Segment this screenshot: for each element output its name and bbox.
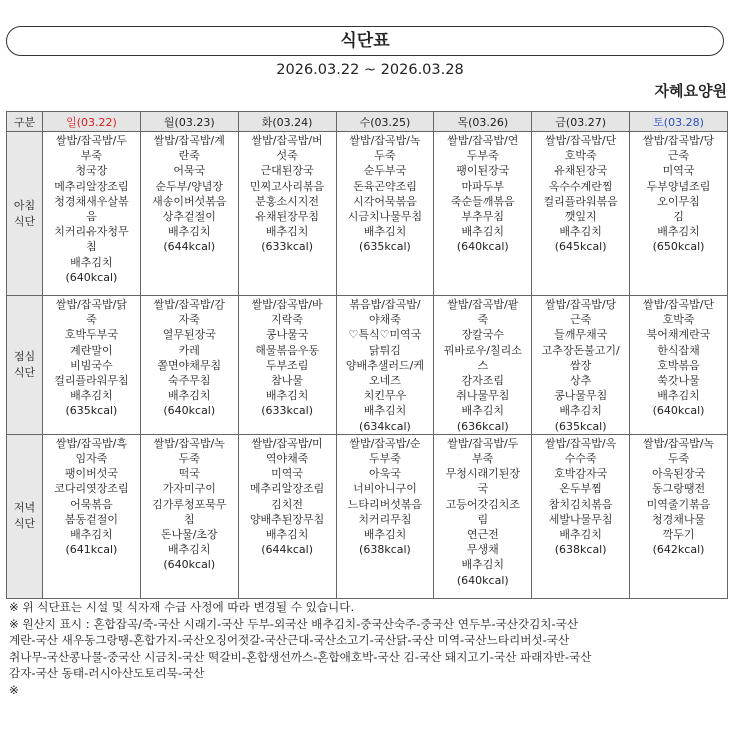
menu-item-text: (638kcal) (359, 543, 411, 557)
menu-item-text: 근죽 (667, 149, 690, 163)
menu-item-text: 근죽 (570, 313, 592, 327)
note-line: ※ (9, 682, 19, 697)
menu-item-text: 카레 (178, 343, 200, 357)
menu-item-text: 쌀밥/잡곡밥/단 (642, 298, 715, 311)
meal-label (7, 296, 43, 435)
menu-cell (434, 296, 532, 435)
note-line: 취나무-국산콩나물-중국산 시금치-국산 떡갈비-혼합생선까스-혼합애호박-국산 김-국산 돼지고기-국산 파래자반-국산 (9, 649, 592, 664)
menu-item-text: (640kcal) (456, 573, 509, 587)
menu-item-text: 쌀밥/잡곡밥/옥 (545, 436, 617, 450)
menu-item-text: 유채된장국 (554, 164, 608, 178)
note-line: ※ 위 식단표는 시설 및 식자재 수급 사정에 따라 변경될 수 있습니다. (9, 600, 355, 614)
menu-item-text: 봄동겉절이 (64, 512, 118, 526)
menu-item-text: 자죽 (178, 313, 200, 327)
menu-item-text: 미역국 (662, 164, 695, 178)
menu-item-text: 동그랑땡전 (651, 482, 706, 496)
menu-cell (630, 296, 728, 435)
menu-item-text: 림 (477, 512, 489, 526)
menu-item-text: 돈육곤약조림 (353, 179, 417, 193)
menu-item-text: 수수죽 (564, 452, 597, 466)
header-day-sat: 토(03.28) (630, 112, 728, 132)
menu-item-text: 김 (673, 210, 684, 224)
menu-item-text: 팽이버섯국 (64, 467, 118, 481)
menu-item-text: 배추김치 (559, 528, 602, 542)
menu-item-text: 배추김치 (461, 558, 505, 572)
notes-section (9, 599, 735, 699)
menu-item-text: 연근전 (466, 528, 499, 542)
menu-item-text: 취나물무침 (456, 389, 510, 403)
menu-cell (630, 132, 728, 296)
menu-item-text: (634kcal) (359, 419, 411, 433)
menu-item-text: 치커리무침 (358, 512, 412, 526)
menu-item-text: (633kcal) (261, 240, 313, 254)
menu-item-text: 배추김치 (363, 404, 407, 418)
menu-title: 식단표 (6, 26, 724, 56)
menu-item-text: 가자미구이 (162, 482, 216, 496)
menu-cell (532, 132, 630, 296)
menu-item-text: (642kcal) (652, 543, 705, 557)
menu-item-text: (641kcal) (65, 543, 118, 557)
menu-item-text: 미역국 (271, 467, 304, 481)
menu-item-text: ♡특식♡미역국 (348, 328, 422, 342)
menu-item-text: 장칼국수 (461, 328, 505, 342)
menu-item-text: 쌀밥/잡곡밥/버 (251, 134, 323, 147)
menu-item-text: 순두부국 (363, 164, 407, 178)
menu-item-text: 꿔바로우/칠리소 (443, 343, 522, 357)
menu-cell (43, 296, 141, 435)
menu-item-text: 치킨무우 (363, 389, 407, 403)
menu-item-text: 상추겉절이 (162, 210, 216, 224)
menu-item-text: 쌀밥/잡곡밥/당 (545, 298, 617, 311)
meal-row-lunch (7, 296, 728, 435)
menu-item-text: 돈나물/초장 (160, 528, 218, 542)
menu-item-text: 쌀밥/잡곡밥/미 (251, 436, 323, 450)
menu-item-text: 배추김치 (461, 225, 505, 239)
menu-item-text: (636kcal) (456, 419, 509, 433)
menu-item-text: (650kcal) (652, 240, 705, 254)
menu-item-text: 쑥갓나물 (657, 374, 700, 388)
menu-cell (434, 132, 532, 296)
menu-item-text: 닭튀김 (369, 343, 401, 357)
menu-item-text: 배추김치 (168, 543, 211, 557)
menu-item-text: 너비아니구이 (353, 482, 417, 496)
menu-cell (336, 132, 434, 296)
menu-item-text: 분홍소시지전 (255, 194, 319, 208)
menu-item-text: 무청시래기된장 (445, 467, 520, 481)
note-line: 감자-국산 동태-러시아산도토리묵-국산 (9, 666, 205, 681)
menu-item-text: 해물볶음우동 (255, 343, 319, 357)
menu-item-text: 쌀밥/잡곡밥/연 (447, 134, 519, 147)
menu-item-text: 두부죽 (466, 149, 499, 163)
menu-item-text: 배추김치 (265, 528, 309, 542)
menu-cell (238, 296, 336, 435)
menu-item-text: 콩나물무침 (554, 389, 608, 403)
table-header-row (7, 112, 728, 132)
menu-item-text: 쌀밥/잡곡밥/팥 (447, 298, 519, 311)
menu-item-text: 메추리알장조림 (54, 179, 129, 193)
menu-cell (336, 434, 434, 598)
menu-item-text: 메추리알장조림 (249, 482, 325, 496)
menu-item-text: (640kcal) (456, 240, 509, 254)
menu-item-text: 콩나물국 (265, 328, 309, 342)
note-line: 계란-국산 새우동그랑땡-혼합가지-국산오징어젓갈-국산근대-국산소고기-국산닭-국산 미역-국산느타리버섯-국산 (9, 633, 570, 648)
menu-item-text: 죽 (477, 313, 489, 327)
menu-item-text: 배추김치 (70, 255, 113, 269)
menu-cell (238, 132, 336, 296)
menu-item-text: 열무된장국 (162, 328, 216, 342)
menu-item-text: 란죽 (178, 149, 200, 163)
header-day-wed: 수(03.25) (336, 112, 434, 132)
menu-item-text: 쌀밥/잡곡밥/당 (642, 134, 715, 147)
menu-item-text: 쌀밥/잡곡밥/감 (153, 298, 225, 311)
menu-item-text: 아욱국 (369, 467, 401, 481)
menu-item-text: (644kcal) (261, 543, 313, 557)
menu-item-text: 오이무침 (657, 194, 700, 208)
menu-item-text: 비빔국수 (70, 358, 113, 372)
menu-item-text: 지락죽 (271, 313, 304, 327)
menu-item-text: 민찌고사리볶음 (249, 179, 325, 193)
menu-item-text: 북어채계란국 (646, 328, 711, 342)
menu-item-text: 쌀밥/잡곡밥/바 (251, 298, 323, 311)
menu-item-text: 한식잡채 (657, 343, 700, 357)
menu-cell (238, 434, 336, 598)
meal-label (7, 434, 43, 598)
menu-item-text: 호박볶음 (657, 358, 700, 372)
menu-item-text: 쫄면야채무침 (157, 358, 222, 372)
menu-item-text: 청경채새우살볶 (54, 194, 129, 208)
menu-item-text: (635kcal) (554, 419, 607, 433)
meal-label-text: 저녁 (13, 501, 36, 515)
header-day-fri: 금(03.27) (532, 112, 630, 132)
menu-item-text: 배추김치 (657, 389, 700, 403)
menu-item-text: 김가루청포묵무 (152, 497, 227, 511)
menu-item-text: 근대된장국 (260, 164, 314, 178)
meal-label (7, 132, 43, 296)
menu-cell (532, 434, 630, 598)
menu-item-text: 깍두기 (662, 528, 695, 542)
meal-table (6, 111, 728, 599)
meal-label-text: 아침 (13, 198, 36, 212)
menu-item-text: 청경채나물 (651, 512, 706, 526)
header-day-sun: 일(03.22) (43, 112, 141, 132)
menu-item-text: (635kcal) (65, 404, 118, 418)
menu-item-text: 침 (183, 512, 195, 526)
menu-item-text: 계란말이 (70, 343, 113, 357)
menu-item-text: 배추김치 (168, 389, 211, 403)
meal-label-text: 식단 (13, 365, 36, 379)
menu-item-text: 죽 (86, 313, 97, 327)
menu-item-text: 어묵볶음 (70, 497, 113, 511)
menu-item-text: 컬리플라워볶음 (543, 194, 618, 208)
menu-item-text: 스 (477, 358, 489, 372)
header-category: 구분 (7, 112, 43, 132)
meal-row-breakfast (7, 132, 728, 296)
menu-item-text: 야채죽 (369, 313, 401, 327)
menu-item-text: 부죽 (80, 149, 103, 163)
menu-item-text: 쌀밥/잡곡밥/흑 (55, 436, 127, 450)
menu-item-text: 국 (477, 482, 489, 496)
menu-item-text: 무생채 (466, 543, 499, 557)
menu-item-text: 온두부찜 (559, 482, 602, 496)
menu-item-text: (640kcal) (163, 404, 216, 418)
menu-item-text: 고등어갓김치조 (445, 497, 520, 511)
menu-item-text: 섯죽 (276, 149, 298, 163)
menu-item-text: 호박두부국 (64, 328, 118, 342)
menu-item-text: 배추김치 (363, 528, 407, 542)
menu-item-text: 쌀밥/잡곡밥/녹 (349, 134, 421, 147)
menu-item-text: 배추김치 (70, 389, 113, 403)
menu-item-text: 쌈장 (570, 358, 592, 372)
menu-item-text: 배추김치 (559, 225, 602, 239)
menu-item-text: 쌀밥/잡곡밥/녹 (642, 436, 715, 450)
menu-item-text: 두부조림 (265, 358, 309, 372)
meal-label-text: 점심 (13, 349, 36, 363)
menu-item-text: (638kcal) (554, 543, 607, 557)
menu-item-text: 부추무침 (461, 210, 505, 224)
header-day-tue: 화(03.24) (238, 112, 336, 132)
menu-item-text: 아욱된장국 (651, 467, 706, 481)
menu-cell (630, 434, 728, 598)
menu-item-text: 시각어묵볶음 (353, 194, 417, 208)
menu-item-text: 두부양념조림 (646, 179, 711, 193)
menu-item-text: 쌀밥/잡곡밥/계 (153, 134, 225, 147)
header-day-mon: 월(03.23) (140, 112, 238, 132)
menu-cell (532, 296, 630, 435)
menu-item-text: 세발나물무침 (548, 512, 613, 526)
menu-item-text: 역야채죽 (265, 452, 309, 466)
menu-item-text: 어묵국 (173, 164, 206, 178)
menu-item-text: 볶음밥/잡곡밥/ (349, 298, 421, 311)
menu-item-text: 호박죽 (662, 313, 695, 327)
meal-row-dinner (7, 434, 728, 598)
menu-cell (43, 434, 141, 598)
menu-item-text: 배추김치 (559, 404, 602, 418)
menu-item-text: 쌀밥/잡곡밥/두 (447, 436, 519, 450)
menu-item-text: 두부죽 (369, 452, 401, 466)
menu-item-text: 느타리버섯볶음 (347, 497, 423, 511)
menu-item-text: 들깨무채국 (554, 328, 608, 342)
menu-item-text: 떡국 (178, 467, 200, 481)
facility-name: 자혜요양원 (654, 82, 727, 100)
menu-item-text: 배추김치 (265, 389, 309, 403)
menu-item-text: 쌀밥/잡곡밥/두 (55, 134, 127, 147)
menu-item-text: 두죽 (374, 149, 396, 163)
menu-item-text: 양배추샐러드/케 (345, 358, 424, 372)
menu-cell (434, 434, 532, 598)
menu-item-text: 깻잎지 (564, 210, 597, 224)
menu-item-text: (644kcal) (163, 240, 216, 254)
header-day-thu: 목(03.26) (434, 112, 532, 132)
menu-item-text: 쌀밥/잡곡밥/순 (349, 436, 421, 450)
menu-item-text: 배추김치 (363, 225, 407, 239)
menu-item-text: 미역줄기볶음 (646, 497, 711, 511)
note-line: ※ 원산지 표시 : 혼합잡곡/죽-국산 시래기-국산 두부-외국산 배추김치-중국산숙주-중국산 연두부-국산갓김치-국산 (9, 616, 579, 631)
menu-item-text: 임자죽 (75, 452, 108, 466)
menu-item-text: (633kcal) (261, 404, 313, 418)
meal-label-text: 식단 (13, 214, 36, 228)
menu-item-text: 쌀밥/잡곡밥/단 (545, 134, 617, 147)
menu-item-text: 시금치나물무침 (347, 210, 423, 224)
menu-item-text: 배추김치 (657, 225, 700, 239)
menu-item-text: 배추김치 (168, 225, 211, 239)
menu-cell (336, 296, 434, 435)
menu-item-text: 부죽 (472, 452, 494, 466)
menu-cell (43, 132, 141, 296)
menu-item-text: (645kcal) (554, 240, 607, 254)
menu-item-text: 옥수수계란찜 (548, 179, 613, 193)
menu-item-text: 음 (86, 210, 97, 224)
menu-cell (140, 132, 238, 296)
menu-item-text: 숙주무침 (168, 374, 211, 388)
menu-item-text: 새송이버섯볶음 (152, 194, 227, 208)
menu-item-text: 컬리플라워무침 (54, 374, 129, 388)
menu-item-text: 순두부/양념장 (155, 179, 223, 193)
menu-cell (140, 296, 238, 435)
menu-item-text: 마파두부 (461, 179, 505, 193)
menu-item-text: 양배추된장무침 (249, 512, 325, 526)
menu-item-text: 쌀밥/잡곡밥/녹 (153, 436, 225, 450)
meal-label-text: 식단 (13, 517, 36, 531)
menu-item-text: 참나물 (271, 374, 304, 388)
menu-item-text: 감자조림 (461, 374, 505, 388)
menu-item-text: 쌀밥/잡곡밥/닭 (55, 298, 127, 311)
menu-item-text: 코다리엿장조림 (54, 482, 129, 496)
menu-item-text: 죽순들깨볶음 (450, 194, 515, 208)
menu-item-text: 김치전 (271, 497, 304, 511)
menu-item-text: 팽이된장국 (456, 164, 510, 178)
menu-item-text: 치커리유자청무 (54, 225, 129, 239)
menu-item-text: 상추 (570, 374, 592, 388)
menu-item-text: 두죽 (178, 452, 200, 466)
menu-item-text: 두죽 (667, 452, 690, 466)
menu-item-text: 참치김치볶음 (548, 497, 613, 511)
menu-item-text: (640kcal) (652, 404, 705, 418)
date-range: 2026.03.22 ~ 2026.03.28 (276, 62, 464, 78)
menu-item-text: (640kcal) (163, 558, 216, 572)
menu-item-text: 오네즈 (369, 374, 401, 388)
menu-item-text: 호박감자국 (554, 467, 608, 481)
menu-item-text: 배추김치 (461, 404, 505, 418)
menu-item-text: 고추장돈불고기/ (541, 343, 620, 357)
menu-item-text: 호박죽 (564, 149, 597, 163)
menu-item-text: 배추김치 (70, 528, 113, 542)
menu-item-text: 유채된장무침 (255, 210, 319, 224)
menu-item-text: 배추김치 (265, 225, 309, 239)
menu-item-text: (640kcal) (65, 270, 118, 284)
menu-item-text: 청국장 (75, 164, 108, 178)
menu-item-text: 침 (86, 240, 97, 254)
menu-cell (140, 434, 238, 598)
menu-item-text: (635kcal) (359, 240, 411, 254)
